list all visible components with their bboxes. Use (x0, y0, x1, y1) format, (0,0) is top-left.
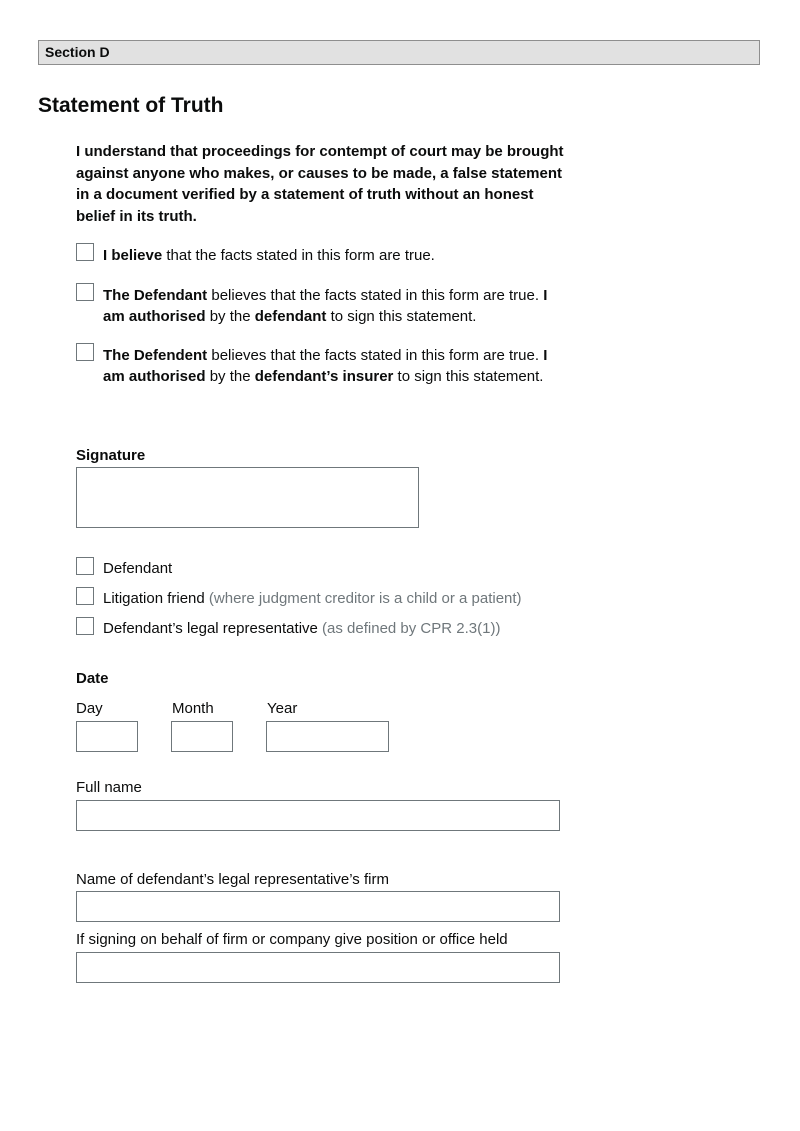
role-checkbox-litigation-friend[interactable] (76, 587, 94, 605)
position-label: If signing on behalf of firm or company give position or office held (76, 931, 508, 948)
month-label: Month (172, 700, 214, 717)
intro-text: I understand that proceedings for contempt of court may be brought against anyone who makes, or causes to be made, a false statement in a document verified by a statement of truth without an honest belief in its truth. (76, 143, 564, 225)
full-name-label: Full name (76, 779, 142, 796)
date-label: Date (76, 670, 109, 687)
role-option-defendant: Defendant (103, 560, 173, 577)
statement-option-3: The Defendent believes that the facts stated in this form are true. I am authorised by the defendant’s insurer to sign this statement. (103, 347, 548, 385)
day-input[interactable] (76, 721, 138, 752)
page-title: Statement of Truth (38, 94, 224, 117)
statement-checkbox-2[interactable] (76, 283, 94, 301)
statement-option-1: I believe that the facts stated in this form are true. (103, 247, 435, 264)
firm-name-label: Name of defendant’s legal representative’s firm (76, 871, 389, 888)
day-label: Day (76, 700, 103, 717)
role-option-litigation-friend: Litigation friend (where judgment creditor is a child or a patient) (103, 590, 522, 607)
month-input[interactable] (171, 721, 233, 752)
statement-checkbox-3[interactable] (76, 343, 94, 361)
year-input[interactable] (266, 721, 389, 752)
year-label: Year (267, 700, 298, 717)
statement-checkbox-1[interactable] (76, 243, 94, 261)
role-checkbox-defendant[interactable] (76, 557, 94, 575)
section-header (38, 40, 760, 65)
signature-label: Signature (76, 447, 146, 464)
position-input[interactable] (76, 952, 560, 983)
full-name-input[interactable] (76, 800, 560, 831)
section-label: Section D (45, 44, 110, 60)
statement-option-2: The Defendant believes that the facts stated in this form are true. I am authorised by the defendant to sign this statement. (103, 287, 548, 325)
role-checkbox-legal-representative[interactable] (76, 617, 94, 635)
signature-box[interactable] (76, 467, 419, 528)
role-option-legal-representative: Defendant’s legal representative (as defined by CPR 2.3(1)) (103, 620, 501, 637)
firm-name-input[interactable] (76, 891, 560, 922)
